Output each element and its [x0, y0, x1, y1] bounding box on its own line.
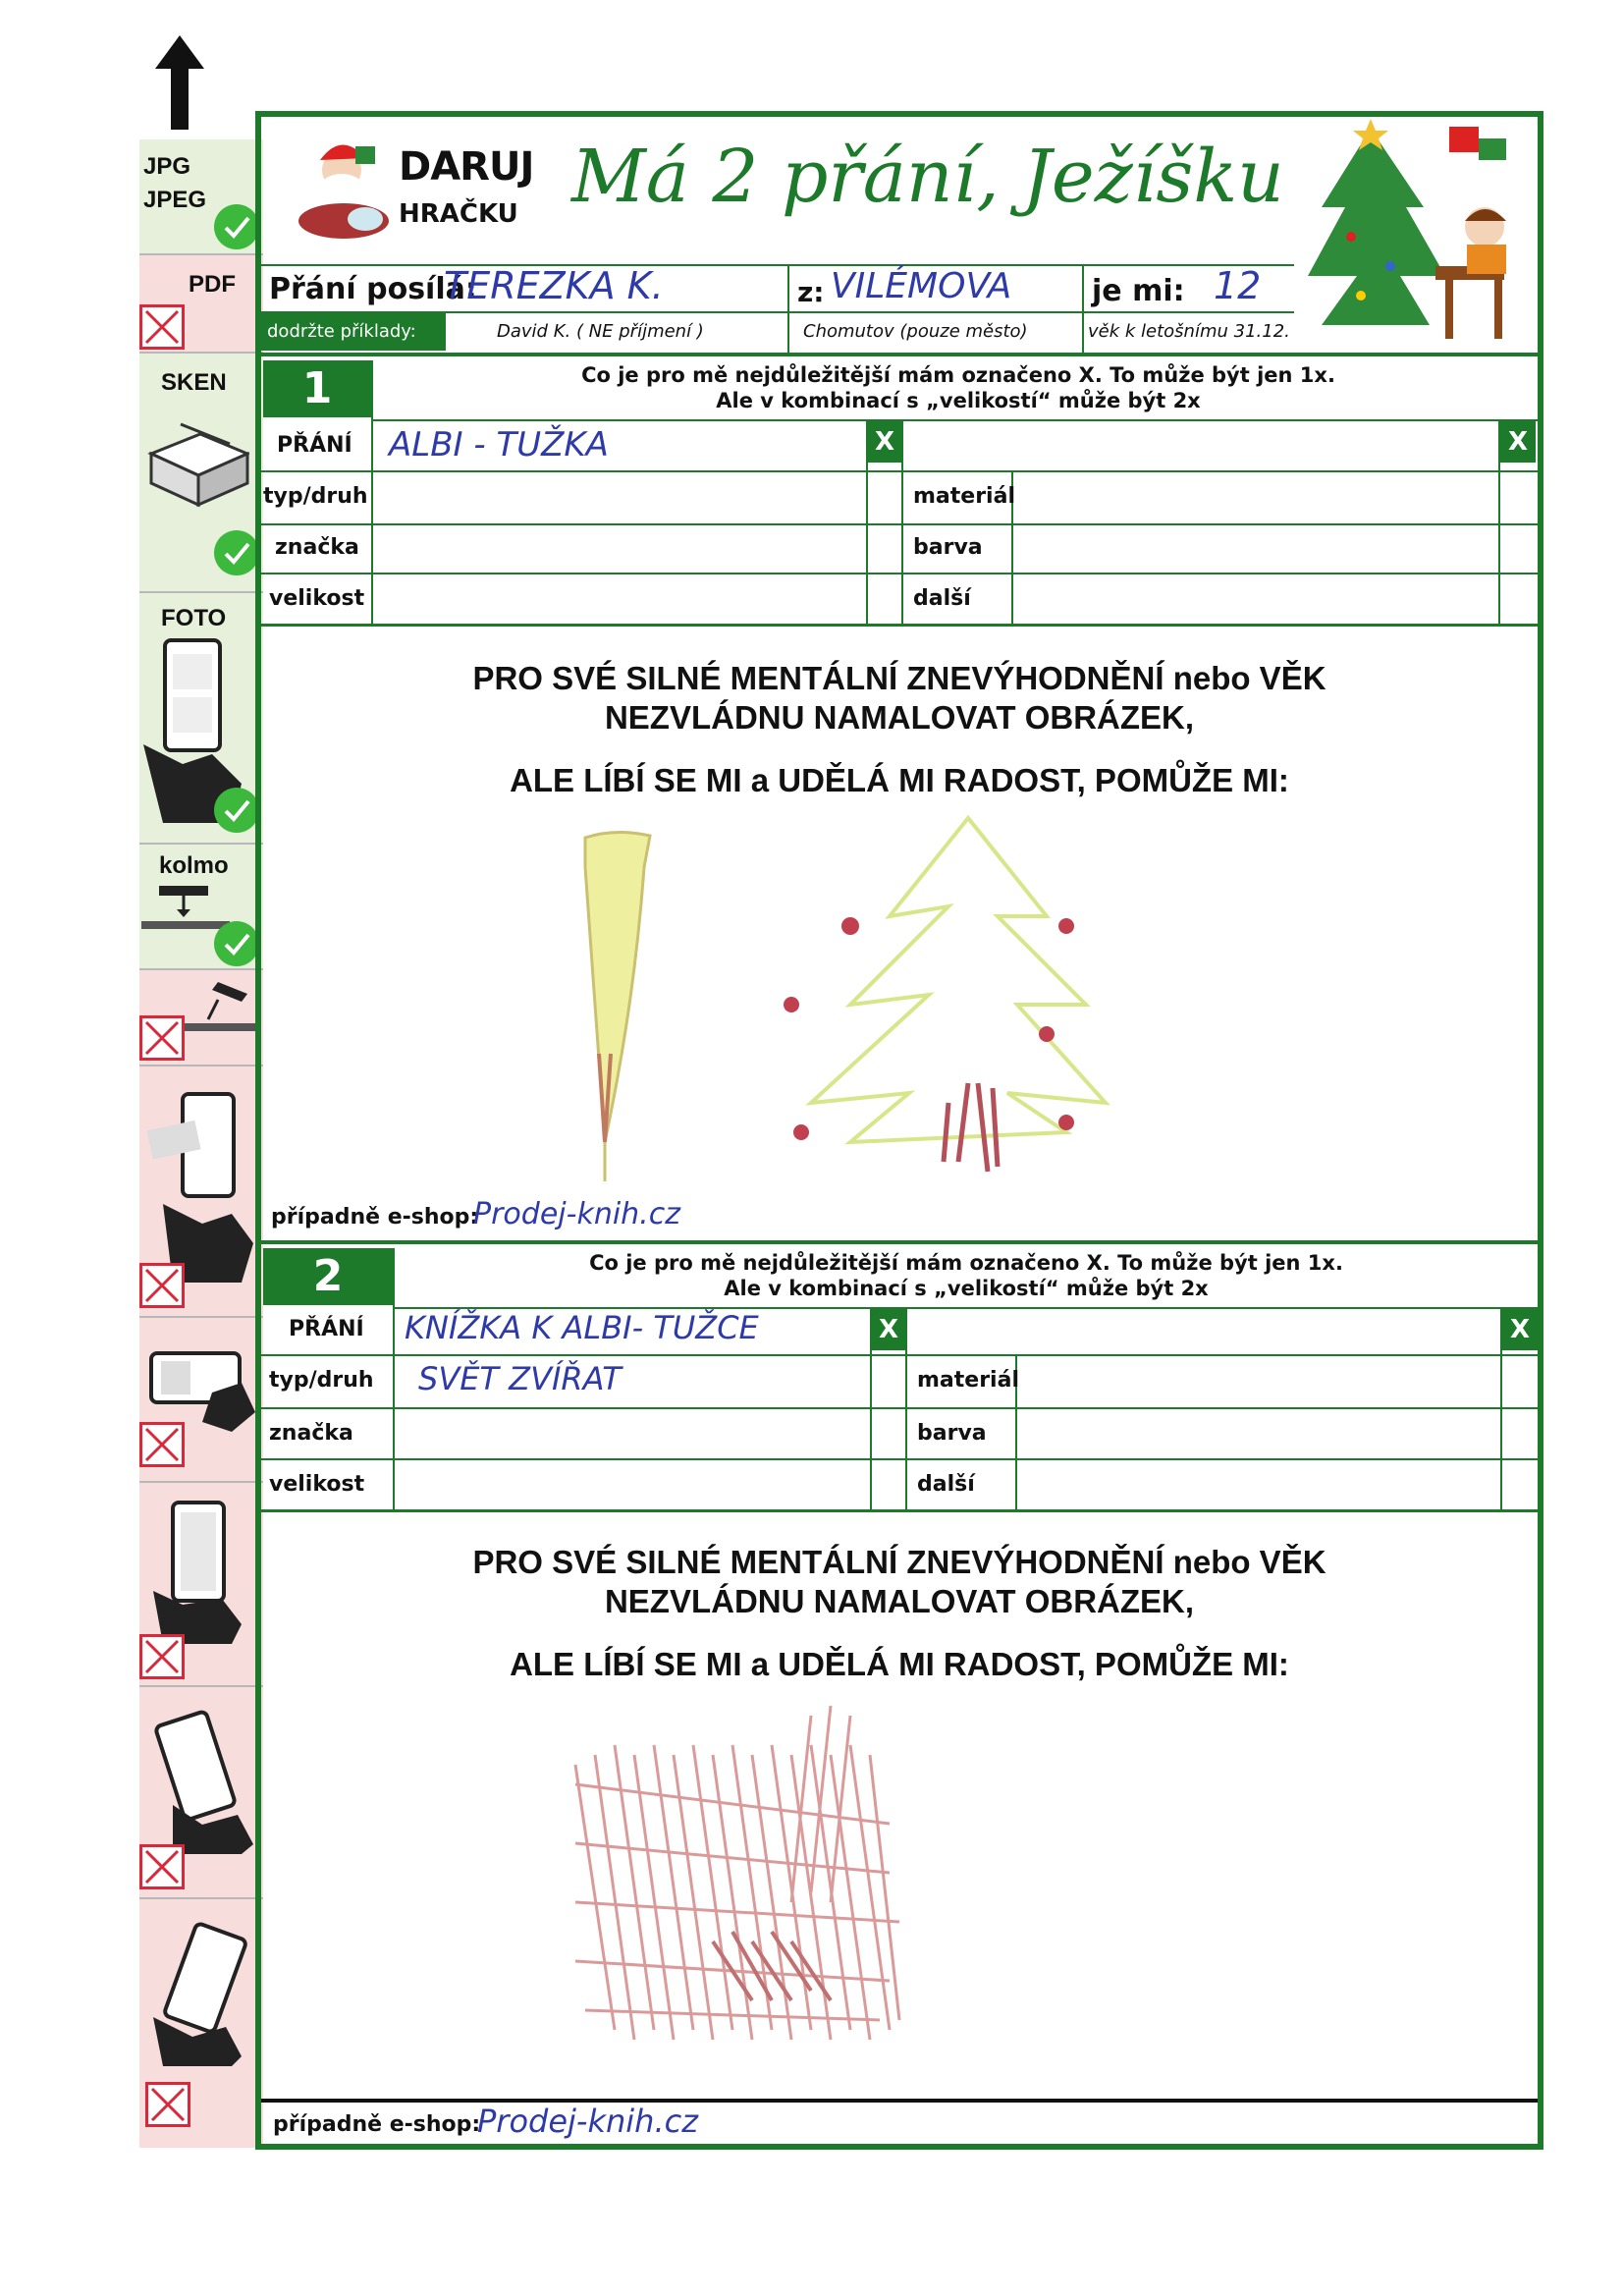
guide-cell-phone-rotated: [139, 1687, 263, 1899]
phone-closeup-icon: [143, 1497, 257, 1644]
guide-cell-pdf: [139, 255, 263, 354]
wish-section-1: [261, 356, 1538, 1240]
form-header: [261, 117, 1538, 264]
notice-line: NEZVLÁDNU NAMALOVAT OBRÁZEK,: [604, 699, 1195, 736]
divider: [261, 1407, 1538, 1409]
guide-cell-tilted-phone: [139, 1066, 263, 1318]
check-icon: [214, 204, 259, 249]
form-title: Má 2 přání, Ježíšku: [571, 135, 1284, 219]
sender-name-label: Přání posílá:: [269, 272, 477, 306]
divider: [261, 573, 1538, 574]
divider: [1082, 264, 1084, 353]
santa-logo-icon: [297, 131, 391, 241]
cross-icon: [139, 1422, 185, 1467]
guide-label-jpg: JPG: [143, 153, 191, 180]
divider: [393, 1248, 395, 1307]
eshop-value[interactable]: Prodej-knih.cz: [477, 2103, 699, 2140]
field-label-other: další: [917, 1472, 975, 1497]
field-label-type: typ/druh: [269, 1368, 374, 1393]
logo-subtitle: HRAČKU: [399, 199, 518, 229]
field-label-wish: PŘÁNÍ: [277, 433, 352, 458]
guide-label-jpeg: JPEG: [143, 187, 207, 213]
field-label-other: další: [913, 586, 971, 611]
drawing-notice-help: ALE LÍBÍ SE MI a UDĚLÁ MI RADOST, POMŮŽE MI:: [510, 762, 1289, 798]
field-label-color: barva: [917, 1421, 987, 1446]
eshop-value[interactable]: Prodej-knih.cz: [473, 1197, 680, 1231]
guide-cell-perpendicular: [139, 845, 263, 970]
guide-cell-landscape-phone: [139, 1318, 263, 1483]
divider: [261, 523, 1538, 525]
field-label-color: barva: [913, 535, 983, 560]
divider: [393, 1307, 395, 1511]
format-guide: [139, 139, 263, 2148]
divider: [261, 2099, 1538, 2103]
wish-note-line: Co je pro mě nejdůležitější mám označeno X. To může být jen 1x.: [589, 1251, 1343, 1275]
phone-skewed-icon: [143, 1919, 257, 2066]
drawing-notice-help: ALE LÍBÍ SE MI a UDĚLÁ MI RADOST, POMŮŽE MI:: [510, 1646, 1289, 1682]
wish-note: [395, 1250, 1538, 1301]
wish-section-2: [261, 1244, 1538, 2148]
examples-label: dodržte příklady:: [261, 313, 446, 351]
field-label-wish: PŘÁNÍ: [289, 1317, 364, 1341]
scanner-icon: [141, 405, 249, 513]
field-label-type: typ/druh: [263, 484, 368, 509]
guide-cell-phone-skewed: [139, 1899, 263, 2148]
header-divider: [261, 264, 1294, 266]
cross-icon: [139, 304, 185, 350]
divider: [371, 360, 373, 419]
divider: [371, 419, 1538, 421]
guide-cell-photo: [139, 593, 263, 845]
guide-cell-jpg: [139, 139, 263, 255]
child-drawing: [556, 808, 1184, 1201]
guide-cell-phone-closeup: [139, 1483, 263, 1687]
phone-tilted-icon: [143, 1086, 257, 1283]
cross-icon: [139, 1634, 185, 1679]
example-city: Chomutov (pouze město): [803, 321, 1028, 342]
notice-line: PRO SVÉ SILNÉ MENTÁLNÍ ZNEVÝHODNĚNÍ nebo VĚK: [472, 660, 1326, 696]
priority-x-mark[interactable]: X: [1500, 421, 1536, 463]
divider: [261, 470, 1538, 472]
priority-x-mark[interactable]: X: [1502, 1309, 1538, 1350]
christmas-tree-boy-icon: [1302, 119, 1538, 351]
field-label-brand: značka: [269, 1421, 353, 1446]
check-icon: [214, 530, 259, 575]
wish-number: 2: [263, 1248, 393, 1305]
arrow-up-icon: [155, 35, 204, 130]
guide-cell-angled: [139, 970, 263, 1066]
phone-rotated-icon: [143, 1707, 257, 1854]
example-age: věk k letošnímu 31.12.: [1088, 321, 1290, 342]
logo-title: DARUJ: [399, 144, 534, 190]
child-drawing-scribble: [556, 1706, 1106, 2069]
check-icon: [214, 921, 259, 966]
sender-city-value[interactable]: VILÉMOVA: [831, 266, 1012, 306]
guide-label-pdf: PDF: [189, 271, 236, 298]
divider: [371, 419, 373, 626]
guide-label-perpendicular: kolmo: [159, 852, 229, 879]
priority-x-mark[interactable]: X: [867, 421, 902, 463]
field-label-size: velikost: [269, 1472, 365, 1497]
sender-age-label: je mi:: [1092, 274, 1185, 308]
guide-label-photo: FOTO: [161, 605, 227, 631]
phone-landscape-icon: [143, 1343, 257, 1432]
cross-icon: [145, 2082, 190, 2127]
wish-form: [255, 111, 1543, 2150]
cross-icon: [139, 1263, 185, 1308]
example-name: David K. ( NE příjmení ): [497, 321, 704, 342]
wish-note-line: Co je pro mě nejdůležitější mám označeno X. To může být jen 1x.: [581, 363, 1335, 387]
drawing-notice: [261, 659, 1538, 738]
guide-label-scan: SKEN: [161, 369, 227, 396]
divider: [261, 1458, 1538, 1460]
sender-name-value[interactable]: TEREZKA K.: [444, 264, 664, 307]
eshop-label: případně e-shop:: [273, 2112, 481, 2137]
wish-note-line: Ale v kombinací s „velikostí“ může být 2x: [716, 389, 1201, 412]
wish-number: 1: [263, 360, 371, 417]
wish-note-line: Ale v kombinací s „velikostí“ může být 2x: [724, 1277, 1209, 1300]
field-label-material: materiál: [913, 484, 1015, 509]
divider: [261, 624, 1538, 627]
field-label-material: materiál: [917, 1368, 1019, 1393]
sender-age-value[interactable]: 12: [1214, 264, 1262, 307]
field-label-size: velikost: [269, 586, 365, 611]
field-label-brand: značka: [275, 535, 359, 560]
wish-note: [379, 362, 1538, 413]
notice-line: PRO SVÉ SILNÉ MENTÁLNÍ ZNEVÝHODNĚNÍ nebo VĚK: [472, 1544, 1326, 1580]
field-value-type[interactable]: SVĚT ZVÍŘAT: [418, 1360, 622, 1397]
cross-icon: [139, 1844, 185, 1889]
drawing-notice: [261, 1543, 1538, 1621]
field-value-wish[interactable]: ALBI - TUŽKA: [389, 425, 609, 465]
divider: [261, 1354, 1538, 1356]
priority-x-mark[interactable]: X: [871, 1309, 906, 1350]
eshop-label: případně e-shop:: [271, 1205, 479, 1230]
field-value-wish[interactable]: KNÍŽKA K ALBI- TUŽCE: [405, 1309, 759, 1346]
cross-icon: [139, 1015, 185, 1061]
check-icon: [214, 788, 259, 833]
divider: [261, 1509, 1538, 1512]
sender-city-label: z:: [797, 276, 825, 308]
guide-cell-scan: [139, 354, 263, 593]
divider: [787, 264, 789, 353]
notice-line: NEZVLÁDNU NAMALOVAT OBRÁZEK,: [604, 1583, 1195, 1619]
